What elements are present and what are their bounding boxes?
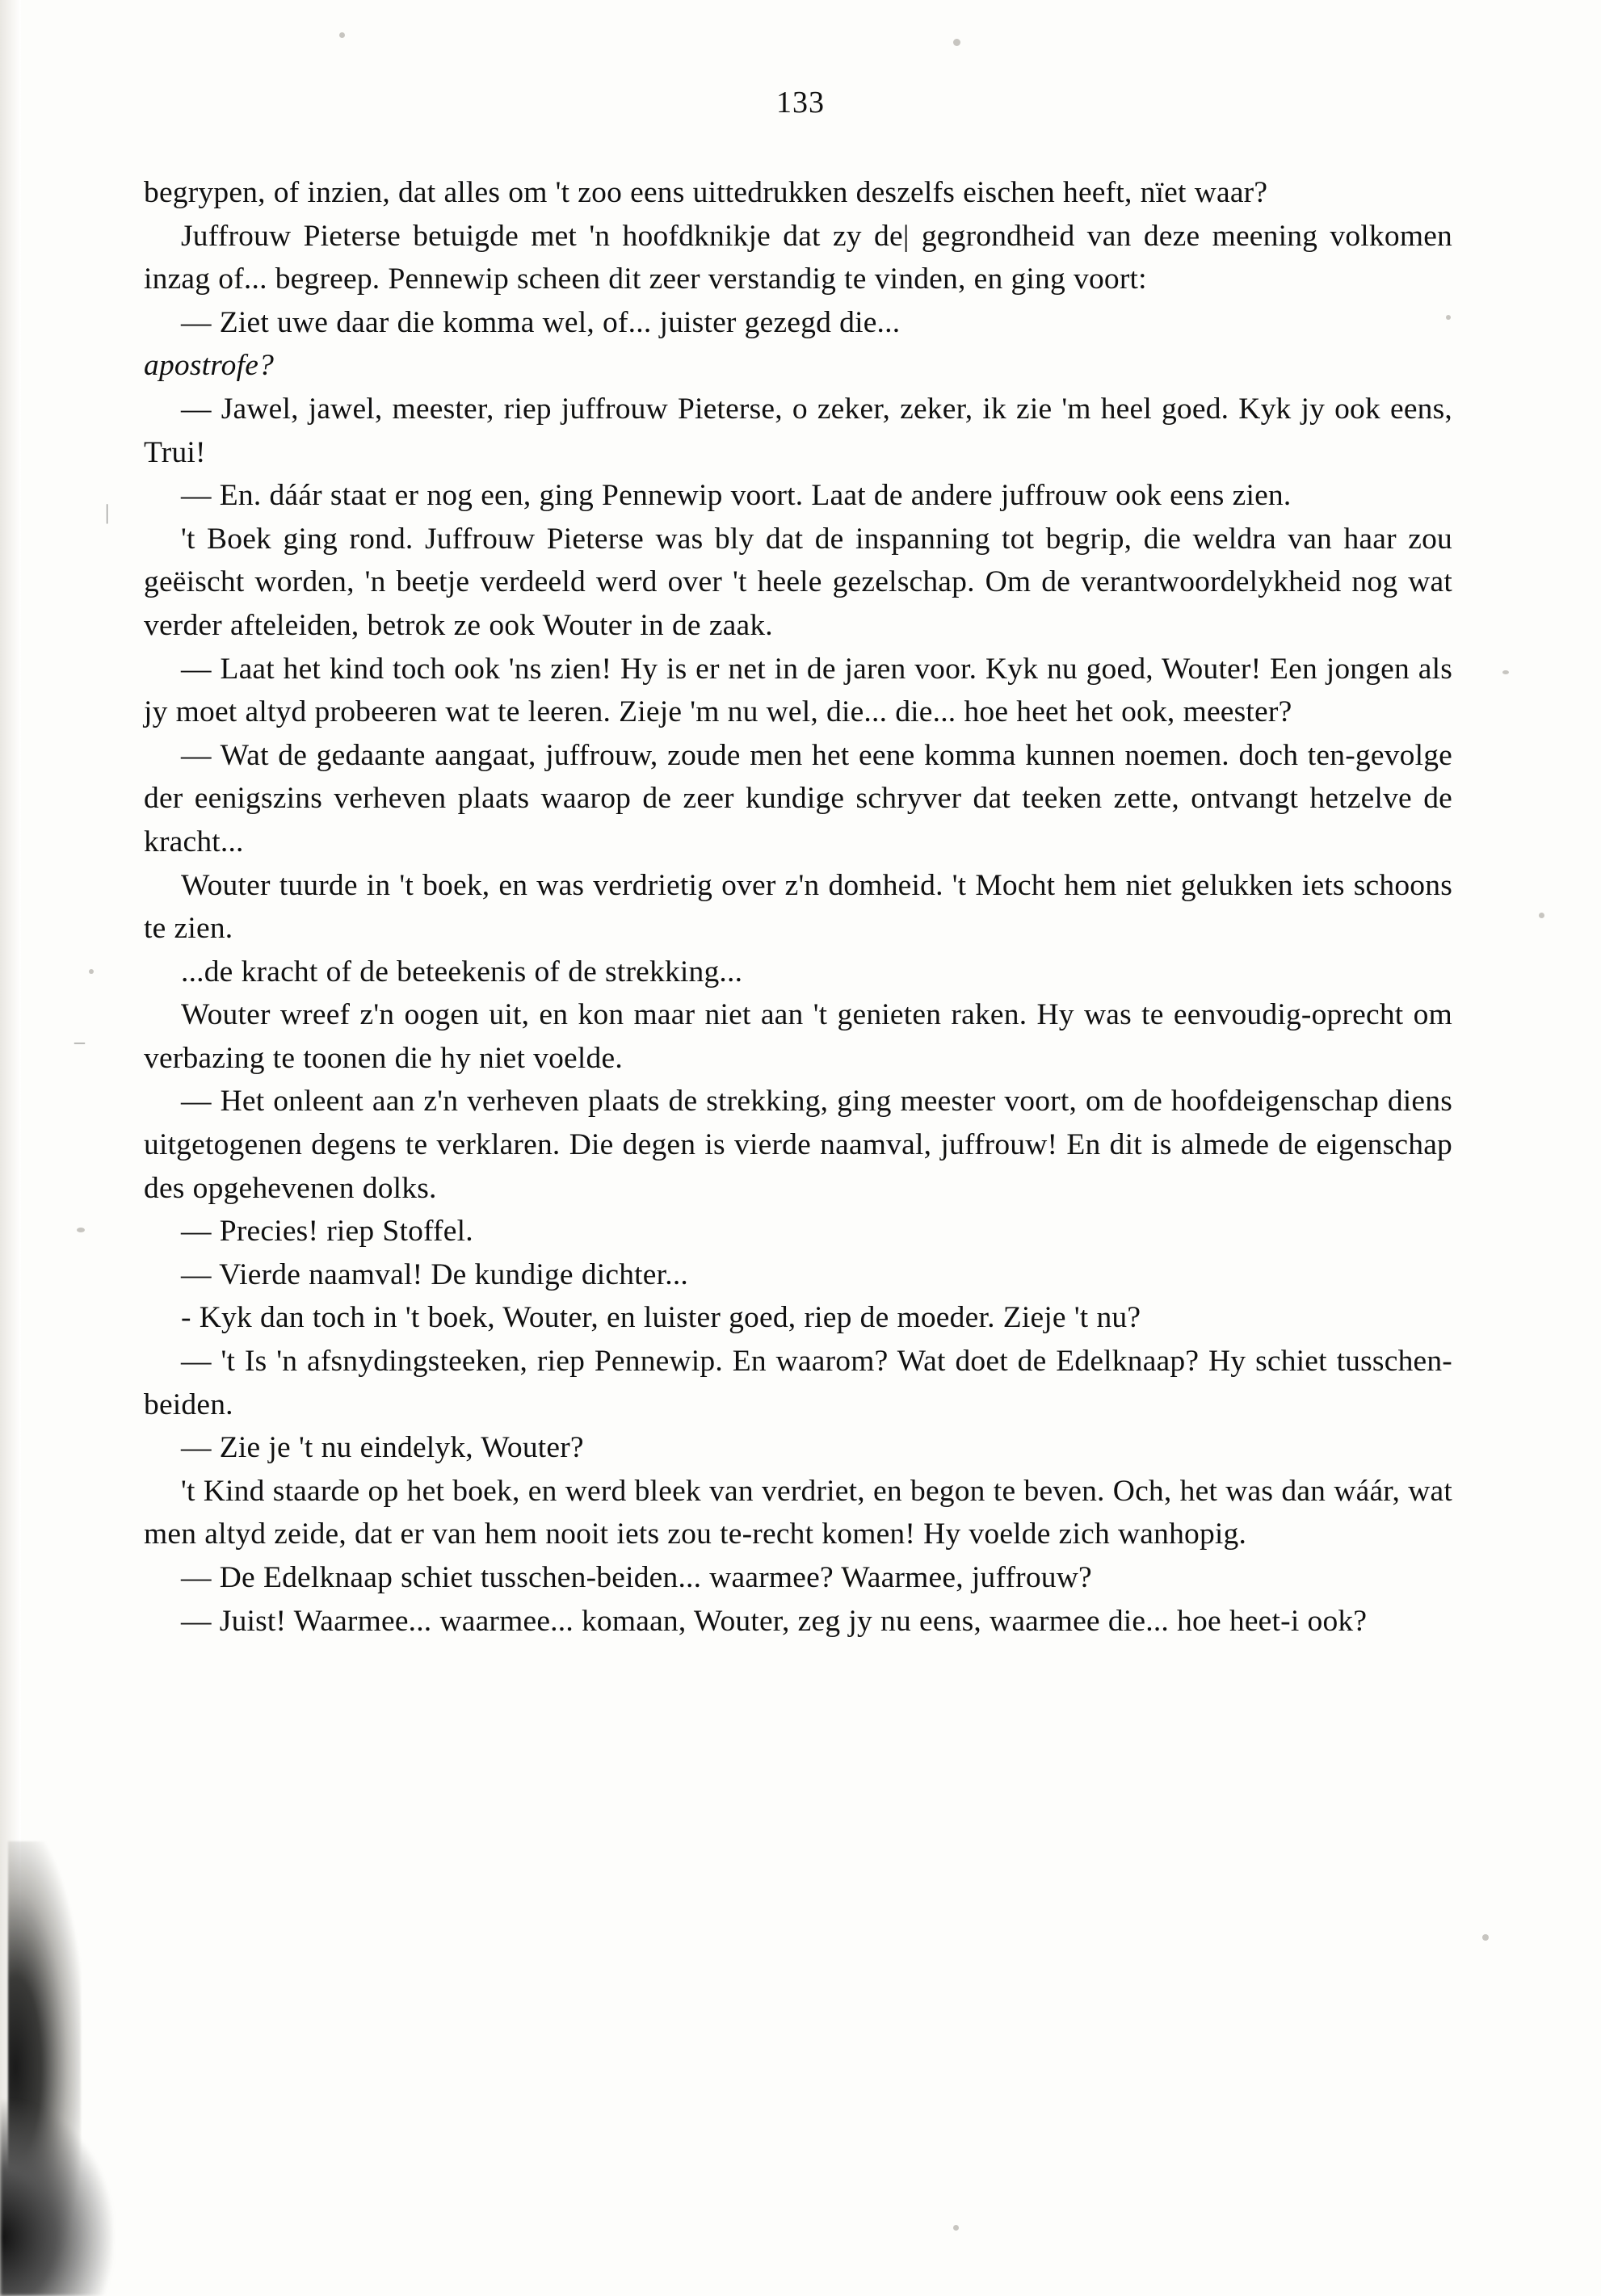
paragraph: 't Boek ging rond. Juffrouw Pieterse was bly dat de inspanning tot begrip, die weldra van haar zou geëischt worden, 'n beetje verdeeld werd over 't heele gezelschap. Om de verantwoordelykheid nog wat verder afteleiden, betrok ze ook Wouter in de zaak. <box>144 522 1452 642</box>
paragraph: Wouter wreef z'n oogen uit, en kon maar niet aan 't genieten raken. Hy was te eenvoudig-oprecht om verbazing te toonen die hy niet voelde. <box>144 998 1452 1075</box>
paragraph: — Het onleent aan z'n verheven plaats de strekking, ging meester voort, om de hoofdeigenschap diens uitgetogenen degens te verklaren. Die degen is vierde naamval, juffrouw! En dit is almede de eigenschap des opgehevenen dolks. <box>144 1085 1452 1205</box>
paragraph: — Precies! riep Stoffel. <box>181 1215 473 1249</box>
paragraph: - Kyk dan toch in 't boek, Wouter, en luister goed, riep de moeder. Zieje 't nu? <box>181 1301 1141 1335</box>
scan-speck <box>953 39 960 46</box>
scan-speck <box>1502 670 1509 674</box>
scan-speck <box>89 969 94 974</box>
paragraph: — En. dáár staat er nog een, ging Pennewip voort. Laat de andere juffrouw ook eens zien. <box>181 479 1292 513</box>
paragraph: ...de kracht of de beteekenis of de strekking... <box>181 955 743 988</box>
scan-speck <box>1482 1934 1489 1941</box>
paragraph: — Juist! Waarmee... waarmee... komaan, Wouter, zeg jy nu eens, waarmee die... hoe heet-i ook? <box>181 1604 1368 1638</box>
paragraph: — Zie je 't nu eindelyk, Wouter? <box>181 1431 584 1465</box>
paragraph: 't Kind staarde op het boek, en werd bleek van verdriet, en begon te beven. Och, het was dan wáár, wat men altyd zeide, dat er van hem nooit iets zou te-recht komen! Hy voelde zich wanhopig. <box>144 1474 1452 1551</box>
paragraph: Wouter tuurde in 't boek, en was verdrietig over z'n domheid. 't Mocht hem niet gelukken iets schoons te zien. <box>144 868 1452 946</box>
paragraph: — Wat de gedaante aangaat, juffrouw, zoude men het eene komma kunnen noemen. doch ten-gevolge der eenigszins verheven plaats waarop de zeer kundige schryver dat teeken zette, ontvangt hetzelve de kracht... <box>144 738 1452 858</box>
paragraph: — Jawel, jawel, meester, riep juffrouw Pieterse, o zeker, zeker, ik zie 'm heel goed. Kyk jy ook eens, Trui! <box>144 392 1452 469</box>
paragraph-italic-tail: apostrofe? <box>144 349 275 383</box>
body-text <box>144 171 1452 1643</box>
paragraph: — Laat het kind toch ook 'ns zien! Hy is er net in de jaren voor. Kyk nu goed, Wouter! Een jongen als jy moet altyd probeeren wat te leeren. Zieje 'm nu wel, die... die... hoe heet het ook, meester? <box>144 652 1452 729</box>
paragraph-text: — Ziet uwe daar die komma wel, of... juister gezegd die... <box>181 305 901 339</box>
scan-speck <box>77 1228 85 1232</box>
scan-speck <box>953 2225 959 2231</box>
scan-speck <box>339 32 345 38</box>
paragraph: begrypen, of inzien, dat alles om 't zoo eens uittedrukken deszelfs eischen heeft, nïet waar? <box>144 176 1268 209</box>
scan-speck <box>1539 913 1544 918</box>
paragraph: Juffrouw Pieterse betuigde met 'n hoofdknikje dat zy de| gegrondheid van deze meening volkomen inzag of... begreep. Pennewip scheen dit zeer verstandig te vinden, en ging voort: <box>144 219 1452 296</box>
scan-blot-artifact-lower <box>0 2100 113 2296</box>
page-number: 133 <box>776 86 825 120</box>
margin-mark: – <box>74 1030 85 1053</box>
paragraph: — Vierde naamval! De kundige dichter... <box>181 1257 688 1291</box>
paragraph: — De Edelknaap schiet tusschen-beiden... waarmee? Waarmee, juffrouw? <box>181 1561 1092 1594</box>
paragraph <box>144 301 1452 388</box>
margin-mark: | <box>105 501 110 524</box>
paragraph: — 't Is 'n afsnydingsteeken, riep Pennewip. En waarom? Wat doet de Edelknaap? Hy schiet tusschen-beiden. <box>144 1345 1452 1421</box>
